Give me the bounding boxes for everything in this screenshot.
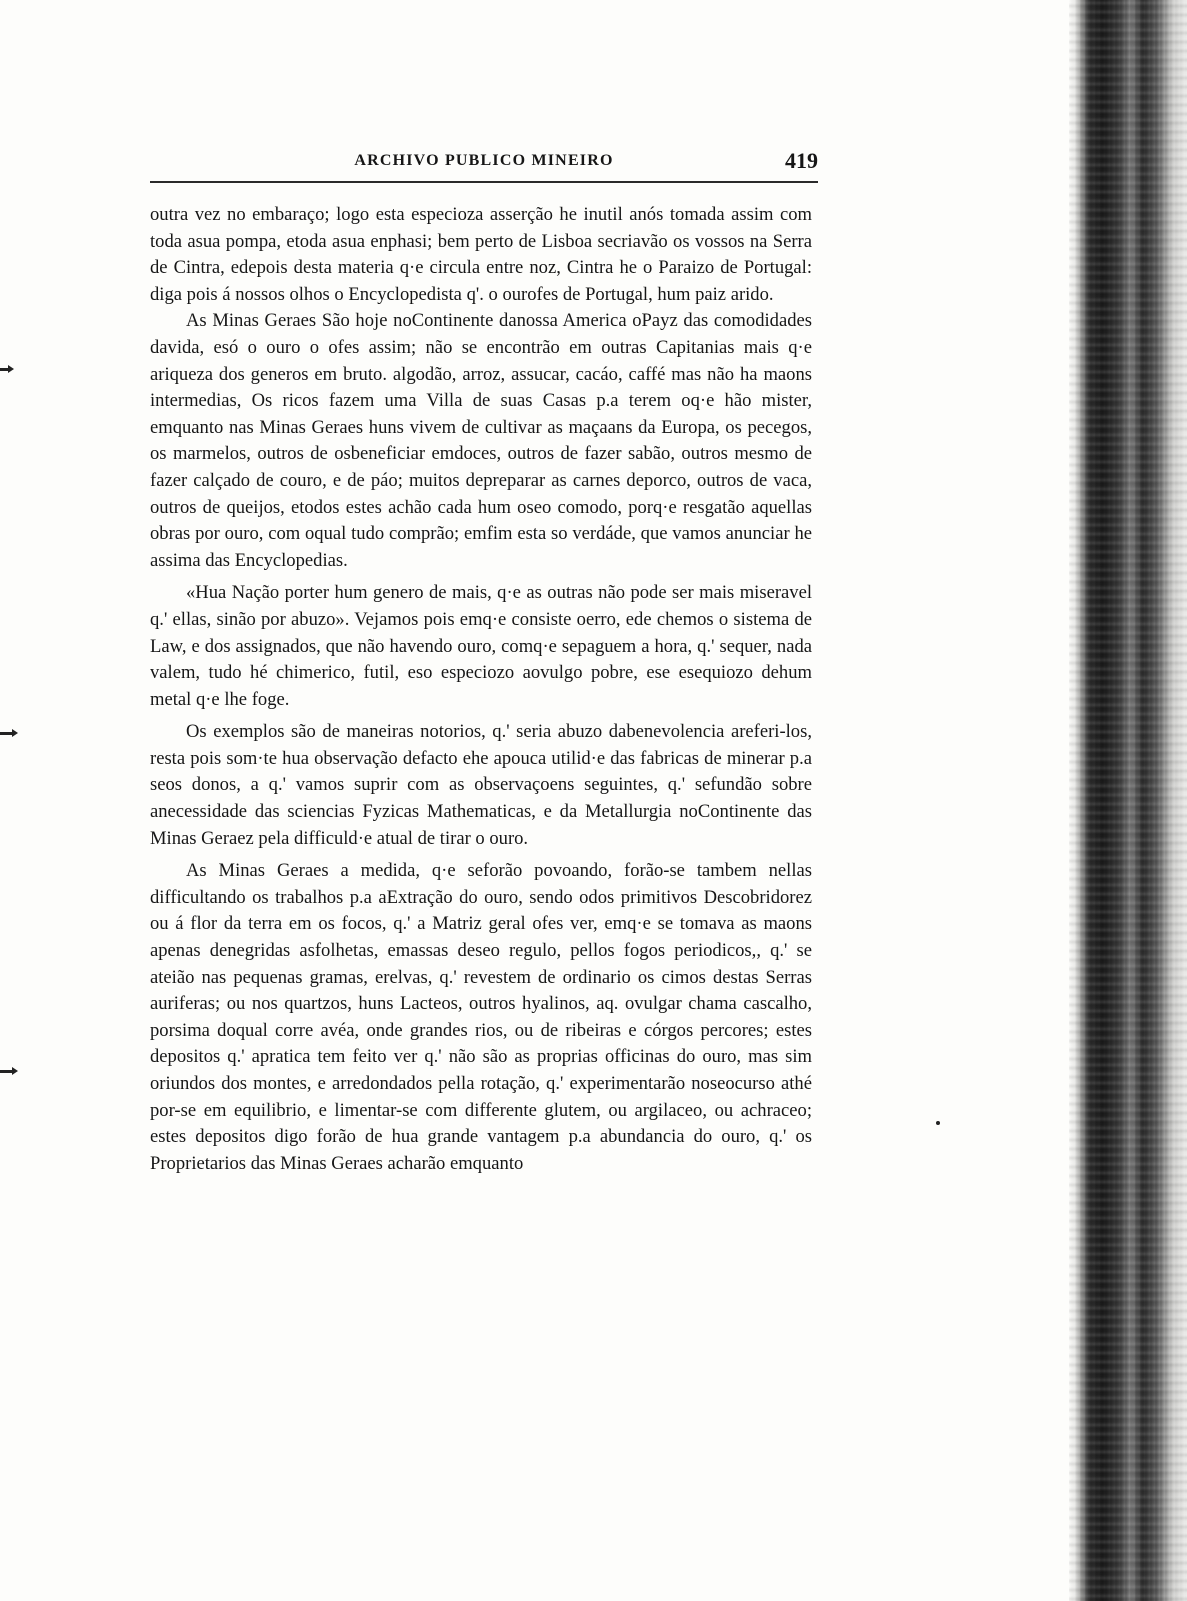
paragraph: Os exemplos são de maneiras notorios, q.' seria abuzo dabenevolencia areferi-los, resta pois som·te hua observação defacto ehe apouca utilid·e das fabricas de minerar p.a seos donos, a q.' vamos suprir com as observaçoens seguintes, q.' sefundão sobre anecessidade das sciencias Fyzicas Mathematicas, e da Metallurgia noContinente das Minas Geraez pela difficuld·e atual de tirar o ouro. [150, 721, 812, 849]
page-body [150, 202, 812, 1177]
ink-speck [936, 1121, 940, 1125]
header-title: ARCHIVO PUBLICO MINEIRO [354, 152, 614, 169]
margin-mark [0, 732, 14, 735]
header-rule [150, 181, 818, 183]
paragraph: As Minas Geraes São hoje noContinente danossa America oPayz das comodidades davida, esó o ouro o ofes assim; não se encontrão em outras Capitanias mais q·e ariqueza dos generos em bruto. algodão, arroz, assucar, cacáo, caffé mas não ha maons intermedias, Os ricos fazem uma Villa de suas Casas p.a terem oq·e hão mister, emquanto nas Minas Geraes huns vivem de cultivar as maçaans da Europa, os pecegos, os marmelos, outros de osbeneficiar emdoces, outros de fazer sabão, outros mesmo de fazer calçado de couro, e de páo; muitos depreparar as carnes deporco, outros de vaca, outros de queijos, etodos estes achão cada hum oseo comodo, porq·e resgatão aquellas obras por ouro, com oqual tudo comprão; emfim esta so verdáde, que vamos anunciar he assima das Encyclopedias. [150, 310, 812, 571]
binding-texture [1069, 0, 1187, 1601]
running-header [150, 148, 818, 180]
margin-mark [0, 368, 10, 371]
page-number: 419 [785, 148, 818, 173]
paragraph: As Minas Geraes a medida, q·e seforão povoando, forão-se tambem nellas difficultando os trabalhos p.a aExtração do ouro, sendo odos primitivos Descobridorez ou á flor da terra em os focos, q.' a Matriz geral ofes ver, emq·e se tomava as maons apenas denegridas asfolhetas, emassas deseo regulo, pellos fogos periodicos,, q.' se ateião nas pequenas gramas, erelvas, q.' revestem de ordinario os cimos destas Serras auriferas; ou nos quartzos, huns Lacteos, outros hyalinos, aq. ovulgar chama cascalho, porsima doqual corre avéa, onde grandes rios, ou de ribeiras e córgos percores; estes depositos q.' apratica tem feito ver q.' não são as proprias officinas do ouro, mas sim oriundos dos montes, e arredondados pella rotação, q.' experimentarão noseocurso athé por-se em equilibrio, e limentar-se com differente glutem, ou argilaceo, ou achraceo; estes depositos digo forão de hua grande vantagem p.a abundancia do ouro, q.' os Proprietarios das Minas Geraes acharão emquanto [150, 860, 812, 1174]
margin-mark [0, 1070, 14, 1073]
paragraph: «Hua Nação porter hum genero de mais, q·e as outras não pode ser mais miseravel q.' ellas, sinão por abuzo». Vejamos pois emq·e consiste oerro, ede chemos o sistema de Law, e dos assignados, que não havendo ouro, comq·e sepaguem a hora, q.' sequer, nada valem, tudo hé chimerico, futil, eso especiozo aovulgo pobre, ese esequiozo dehum metal q·e lhe foge. [150, 582, 812, 710]
paragraph: outra vez no embaraço; logo esta especioza asserção he inutil anós tomada assim com toda asua pompa, etoda asua enphasi; bem perto de Lisboa secriavão os vossos na Serra de Cintra, edepois desta materia q·e circula entre noz, Cintra he o Paraizo de Portugal: diga pois á nossos olhos o Encyclopedista q'. o ourofes de Portugal, hum paiz arido. [150, 204, 812, 305]
